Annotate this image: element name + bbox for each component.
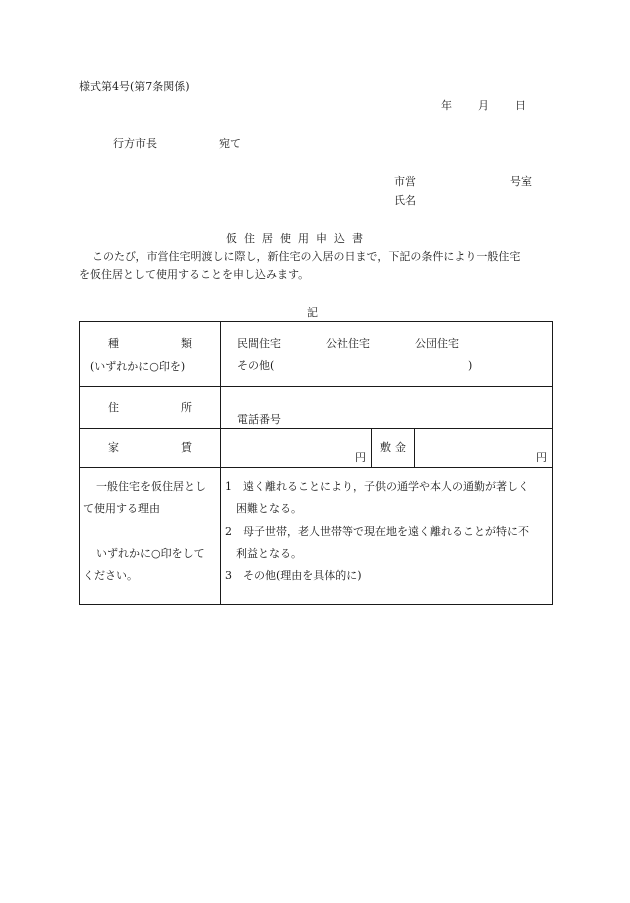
type-label-b: 類 bbox=[181, 337, 192, 350]
type-note: (いずれかに○印を) bbox=[90, 360, 186, 373]
body-text-line-1: このたび，市営住宅明渡しに際し，新住宅の入居の日まで，下記の条件により一般住宅 bbox=[92, 250, 521, 263]
row-reason bbox=[80, 468, 553, 605]
reason-option-1-line-1[interactable]: 1 遠く離れることにより，子供の通学や本人の通勤が著しく bbox=[225, 480, 529, 493]
reason-option-2-line-2: 利益となる。 bbox=[225, 547, 302, 560]
phone-label: 電話番号 bbox=[237, 413, 281, 426]
reason-option-1-line-2: 困難となる。 bbox=[225, 502, 302, 515]
city-housing-label: 市営 bbox=[394, 175, 416, 188]
addressee: 行方市長 bbox=[113, 137, 157, 150]
rent-label-a: 家 bbox=[108, 441, 119, 454]
application-table bbox=[79, 321, 553, 605]
reason-label-cell bbox=[80, 468, 221, 605]
reason-label-line-2: て使用する理由 bbox=[83, 502, 160, 515]
deposit-label-a: 敷 bbox=[380, 441, 391, 454]
type-options-cell bbox=[221, 322, 553, 387]
option-private-housing[interactable]: 民間住宅 bbox=[237, 337, 281, 350]
date-day: 日 bbox=[515, 99, 526, 112]
row-address bbox=[80, 387, 553, 429]
reason-label-line-1: 一般住宅を仮住居とし bbox=[96, 480, 206, 493]
reason-option-2-line-1[interactable]: 2 母子世帯，老人世帯等で現在地を遠く離れることが特に不 bbox=[225, 525, 529, 538]
rent-label-b: 賃 bbox=[181, 441, 192, 454]
address-field[interactable] bbox=[221, 387, 553, 429]
option-public-corp-housing[interactable]: 公社住宅 bbox=[326, 337, 370, 350]
date-year: 年 bbox=[441, 99, 452, 112]
page-title: 仮住居使用申込書 bbox=[226, 232, 370, 245]
row-type bbox=[80, 322, 553, 387]
row-rent-deposit bbox=[80, 429, 553, 468]
rent-yen-unit: 円 bbox=[355, 451, 366, 464]
date-line bbox=[441, 99, 526, 113]
rent-field[interactable] bbox=[221, 429, 372, 468]
reason-instruction-line-1: いずれかに○印をして bbox=[96, 547, 205, 560]
body-text-line-2: を仮住居として使用することを申し込みます。 bbox=[79, 268, 310, 281]
type-label-a: 種 bbox=[108, 337, 119, 350]
option-public-agency-housing[interactable]: 公団住宅 bbox=[415, 337, 459, 350]
addressee-suffix: 宛て bbox=[219, 137, 241, 150]
deposit-label-b: 金 bbox=[395, 441, 406, 454]
option-other[interactable]: その他( bbox=[237, 359, 275, 372]
rent-label-cell bbox=[80, 429, 221, 468]
applicant-name-label: 氏名 bbox=[394, 194, 416, 207]
option-other-close: ) bbox=[468, 359, 473, 372]
address-label-cell bbox=[80, 387, 221, 429]
address-label-b: 所 bbox=[181, 401, 192, 414]
form-number: 様式第4号(第7条関係) bbox=[79, 80, 190, 93]
reason-option-3[interactable]: 3 その他(理由を具体的に) bbox=[225, 569, 362, 582]
reason-options-cell bbox=[221, 468, 553, 605]
deposit-yen-unit: 円 bbox=[536, 451, 548, 464]
date-month: 月 bbox=[478, 99, 489, 112]
ki-heading: 記 bbox=[307, 306, 318, 319]
address-label-a: 住 bbox=[108, 401, 119, 414]
type-label-cell bbox=[80, 322, 221, 387]
deposit-label-cell bbox=[372, 429, 415, 468]
room-label: 号室 bbox=[510, 175, 532, 188]
deposit-field[interactable] bbox=[415, 429, 553, 468]
reason-instruction-line-2: ください。 bbox=[83, 569, 138, 582]
